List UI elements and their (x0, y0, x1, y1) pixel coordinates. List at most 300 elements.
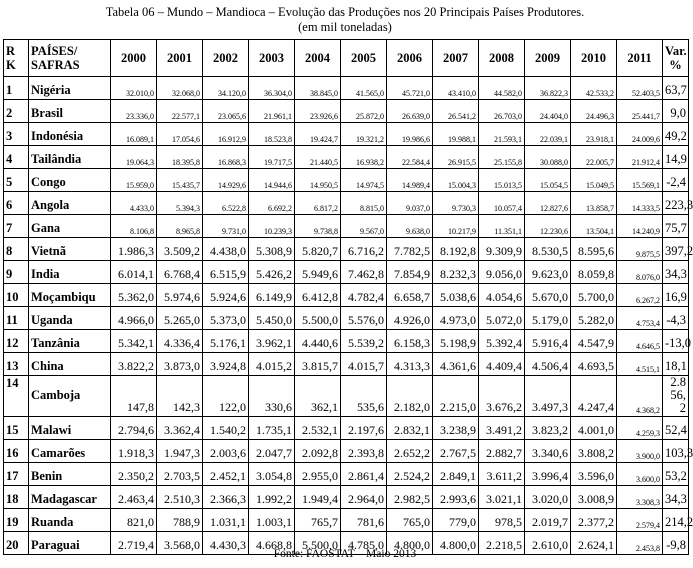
value-cell: 5.426,2 (249, 261, 295, 284)
country-cell: Brasil (29, 100, 111, 123)
value-cell: 6.412,8 (295, 284, 341, 307)
value-cell: 6.692,2 (249, 192, 295, 215)
rank-cell: 5 (4, 169, 29, 192)
value-cell: 43.410,0 (433, 77, 479, 100)
value-cell: 1.540,2 (203, 417, 249, 440)
variation-cell: 63,7 (663, 77, 689, 100)
value-cell: 5.394,3 (157, 192, 203, 215)
value-cell: 10.239,3 (249, 215, 295, 238)
value-cell: 4.336,4 (157, 330, 203, 353)
value-cell: 21.912,4 (617, 146, 663, 169)
value-cell: 4.361,6 (433, 353, 479, 376)
value-cell: 7.782,5 (387, 238, 433, 261)
value-cell: 5.700,0 (571, 284, 617, 307)
value-cell: 4.966,0 (111, 307, 157, 330)
value-cell: 821,0 (111, 509, 157, 532)
value-cell: 19.424,7 (295, 123, 341, 146)
column-header: 2002 (203, 40, 249, 77)
value-cell: 32.010,0 (111, 77, 157, 100)
value-cell: 3.822,2 (111, 353, 157, 376)
value-cell: 5.450,0 (249, 307, 295, 330)
value-cell: 1.735,1 (249, 417, 295, 440)
value-cell: 4.973,0 (433, 307, 479, 330)
column-header: Var. % (663, 40, 689, 77)
value-cell: 5.362,0 (111, 284, 157, 307)
value-cell: 6.658,7 (387, 284, 433, 307)
value-cell: 19.321,2 (341, 123, 387, 146)
variation-cell: 397,2 (663, 238, 689, 261)
value-cell: 7.462,8 (341, 261, 387, 284)
value-cell: 5.500,0 (295, 307, 341, 330)
rank-cell: 18 (4, 486, 29, 509)
variation-cell: -13,0 (663, 330, 689, 353)
rank-cell: 15 (4, 417, 29, 440)
variation-cell: 75,7 (663, 215, 689, 238)
value-cell: 5.373,0 (203, 307, 249, 330)
value-cell: 23.926,6 (295, 100, 341, 123)
value-cell: 21.961,1 (249, 100, 295, 123)
value-cell: 8.059,8 (571, 261, 617, 284)
value-cell: 15.569,1 (617, 169, 663, 192)
header-row (4, 40, 689, 77)
value-cell: 22.039,1 (525, 123, 571, 146)
country-cell: Tailândia (29, 146, 111, 169)
value-cell: 14.974,5 (341, 169, 387, 192)
value-cell: 44.582,0 (479, 77, 525, 100)
rank-cell: 7 (4, 215, 29, 238)
value-cell: 3.600,0 (617, 463, 663, 486)
table-body (4, 77, 693, 555)
value-cell: 4.368,2 (617, 376, 663, 417)
country-cell: Moçambiqu (29, 284, 111, 307)
value-cell: 24.404,0 (525, 100, 571, 123)
value-cell: 3.924,8 (203, 353, 249, 376)
value-cell: 9.730,3 (433, 192, 479, 215)
variation-cell: 16,9 (663, 284, 689, 307)
rank-cell: 16 (4, 440, 29, 463)
value-cell: 1.918,3 (111, 440, 157, 463)
value-cell: 3.491,2 (479, 417, 525, 440)
value-cell: 23.065,6 (203, 100, 249, 123)
variation-cell: 223,3 (663, 192, 689, 215)
value-cell: 4.782,4 (341, 284, 387, 307)
rank-cell: 1 (4, 77, 29, 100)
value-cell: 2.182,0 (387, 376, 433, 417)
table-row (4, 486, 689, 509)
value-cell: 5.308,9 (249, 238, 295, 261)
value-cell: 3.900,0 (617, 440, 663, 463)
country-cell: Camboja (29, 376, 111, 417)
value-cell: 3.497,3 (525, 376, 571, 417)
variation-cell: 18,1 (663, 353, 689, 376)
value-cell: 3.021,1 (479, 486, 525, 509)
value-cell: 12.230,6 (525, 215, 571, 238)
country-cell: China (29, 353, 111, 376)
production-table (3, 39, 693, 555)
value-cell: 4.753,4 (617, 307, 663, 330)
value-cell: 6.267,2 (617, 284, 663, 307)
value-cell: 9.309,9 (479, 238, 525, 261)
table-row (4, 123, 689, 146)
value-cell: 14.950,5 (295, 169, 341, 192)
value-cell: 16.868,3 (203, 146, 249, 169)
variation-cell: 9,0 (663, 100, 689, 123)
value-cell: 1.992,2 (249, 486, 295, 509)
value-cell: 5.500,0 (295, 532, 341, 555)
value-cell: 2.532,1 (295, 417, 341, 440)
value-cell: 18.523,8 (249, 123, 295, 146)
value-cell: 2.624,1 (571, 532, 617, 555)
value-cell: 9.623,0 (525, 261, 571, 284)
value-cell: 26.541,2 (433, 100, 479, 123)
value-cell: 6.768,4 (157, 261, 203, 284)
value-cell: 765,0 (387, 509, 433, 532)
rank-cell: 19 (4, 509, 29, 532)
value-cell: 6.817,2 (295, 192, 341, 215)
value-cell: 5.342,1 (111, 330, 157, 353)
value-cell: 16.938,2 (341, 146, 387, 169)
value-cell: 535,6 (341, 376, 387, 417)
rank-cell: 3 (4, 123, 29, 146)
column-header: 2009 (525, 40, 571, 77)
value-cell: 22.584,4 (387, 146, 433, 169)
value-cell: 3.962,1 (249, 330, 295, 353)
rank-cell: 6 (4, 192, 29, 215)
value-cell: 4.247,4 (571, 376, 617, 417)
rank-cell: 12 (4, 330, 29, 353)
value-cell: 2.882,7 (479, 440, 525, 463)
country-cell: Malawi (29, 417, 111, 440)
value-cell: 8.192,8 (433, 238, 479, 261)
country-cell: Nigéria (29, 77, 111, 100)
value-cell: 2.393,8 (341, 440, 387, 463)
value-cell: 3.020,0 (525, 486, 571, 509)
rank-cell: 14 (4, 376, 29, 417)
value-cell: 19.064,3 (111, 146, 157, 169)
value-cell: 52.403,5 (617, 77, 663, 100)
value-cell: 2.794,6 (111, 417, 157, 440)
value-cell: 2.092,8 (295, 440, 341, 463)
value-cell: 8.595,6 (571, 238, 617, 261)
value-cell: 2.849,1 (433, 463, 479, 486)
value-cell: 34.120,0 (203, 77, 249, 100)
rank-cell: 13 (4, 353, 29, 376)
value-cell: 5.539,2 (341, 330, 387, 353)
value-cell: 4.313,3 (387, 353, 433, 376)
value-cell: 8.965,8 (157, 215, 203, 238)
value-cell: 6.716,2 (341, 238, 387, 261)
rank-cell: 20 (4, 532, 29, 555)
value-cell: 5.924,6 (203, 284, 249, 307)
variation-cell: -2,4 (663, 169, 689, 192)
table-row (4, 215, 689, 238)
rank-cell: 11 (4, 307, 29, 330)
column-header: 2008 (479, 40, 525, 77)
value-cell: 14.240,9 (617, 215, 663, 238)
value-cell: 1.031,1 (203, 509, 249, 532)
value-cell: 11.351,1 (479, 215, 525, 238)
table-row (4, 284, 689, 307)
value-cell: 15.013,5 (479, 169, 525, 192)
country-cell: Gana (29, 215, 111, 238)
value-cell: 4.440,6 (295, 330, 341, 353)
rank-cell: 4 (4, 146, 29, 169)
value-cell: 8.530,5 (525, 238, 571, 261)
value-cell: 4.001,0 (571, 417, 617, 440)
variation-cell: -9,8 (663, 532, 689, 555)
table-row (4, 169, 689, 192)
column-header: 2004 (295, 40, 341, 77)
value-cell: 978,5 (479, 509, 525, 532)
value-cell: 5.576,0 (341, 307, 387, 330)
table-title: Tabela 06 – Mundo – Mandioca – Evolução das Produções nos 20 Principais Países Produtores. (105, 5, 585, 19)
country-cell: Paraguai (29, 532, 111, 555)
table-row (4, 417, 689, 440)
value-cell: 2.197,6 (341, 417, 387, 440)
value-cell: 1.986,3 (111, 238, 157, 261)
value-cell: 5.198,9 (433, 330, 479, 353)
value-cell: 3.054,8 (249, 463, 295, 486)
value-cell: 2.377,2 (571, 509, 617, 532)
column-header: PAÍSES/ SAFRAS (29, 40, 111, 77)
table-row (4, 77, 689, 100)
value-cell: 12.827,6 (525, 192, 571, 215)
value-cell: 17.054,6 (157, 123, 203, 146)
value-cell: 38.845,0 (295, 77, 341, 100)
value-cell: 2.861,4 (341, 463, 387, 486)
value-cell: 5.038,6 (433, 284, 479, 307)
value-cell: 3.808,2 (571, 440, 617, 463)
value-cell: 2.982,5 (387, 486, 433, 509)
value-cell: 14.944,6 (249, 169, 295, 192)
value-cell: 9.567,0 (341, 215, 387, 238)
value-cell: 36.822,3 (525, 77, 571, 100)
table-row (4, 463, 689, 486)
value-cell: 2.215,0 (433, 376, 479, 417)
value-cell: 26.639,0 (387, 100, 433, 123)
value-cell: 2.510,3 (157, 486, 203, 509)
value-cell: 5.176,1 (203, 330, 249, 353)
value-cell: 13.504,1 (571, 215, 617, 238)
value-cell: 13.858,7 (571, 192, 617, 215)
value-cell: 4.547,9 (571, 330, 617, 353)
table-row (4, 307, 689, 330)
table-subtitle: (em mil toneladas) (298, 20, 392, 34)
table-row (4, 376, 689, 417)
column-header: 2011 (617, 40, 663, 77)
table-row (4, 261, 689, 284)
value-cell: 2.452,1 (203, 463, 249, 486)
value-cell: 4.800,0 (387, 532, 433, 555)
value-cell: 2.610,0 (525, 532, 571, 555)
rank-cell: 8 (4, 238, 29, 261)
country-cell: India (29, 261, 111, 284)
value-cell: 45.721,0 (387, 77, 433, 100)
value-cell: 8.076,0 (617, 261, 663, 284)
value-cell: 2.767,5 (433, 440, 479, 463)
country-cell: Uganda (29, 307, 111, 330)
value-cell: 3.340,6 (525, 440, 571, 463)
value-cell: 4.785,0 (341, 532, 387, 555)
column-header: 2001 (157, 40, 203, 77)
variation-cell: -4,3 (663, 307, 689, 330)
country-cell: Vietnã (29, 238, 111, 261)
value-cell: 9.638,0 (387, 215, 433, 238)
country-cell: Benin (29, 463, 111, 486)
value-cell: 3.815,7 (295, 353, 341, 376)
value-cell: 9.037,0 (387, 192, 433, 215)
value-cell: 2.366,3 (203, 486, 249, 509)
value-cell: 4.259,3 (617, 417, 663, 440)
table-row (4, 440, 689, 463)
value-cell: 4.430,3 (203, 532, 249, 555)
value-cell: 18.395,8 (157, 146, 203, 169)
value-cell: 4.015,2 (249, 353, 295, 376)
country-cell: Tanzânia (29, 330, 111, 353)
value-cell: 15.435,7 (157, 169, 203, 192)
value-cell: 5.179,0 (525, 307, 571, 330)
value-cell: 2.019,7 (525, 509, 571, 532)
value-cell: 4.668,8 (249, 532, 295, 555)
value-cell: 22.577,1 (157, 100, 203, 123)
table-row (4, 100, 689, 123)
variation-cell: 2.856,2 (663, 376, 689, 417)
value-cell: 41.565,0 (341, 77, 387, 100)
variation-cell: 214,2 (663, 509, 689, 532)
value-cell: 16.912,9 (203, 123, 249, 146)
value-cell: 4.438,0 (203, 238, 249, 261)
value-cell: 2.003,6 (203, 440, 249, 463)
value-cell: 2.964,0 (341, 486, 387, 509)
value-cell: 3.823,2 (525, 417, 571, 440)
value-cell: 2.703,5 (157, 463, 203, 486)
table-row (4, 330, 689, 353)
column-header: 2007 (433, 40, 479, 77)
column-header: 2000 (111, 40, 157, 77)
value-cell: 4.409,4 (479, 353, 525, 376)
value-cell: 788,9 (157, 509, 203, 532)
source-footer: Fonte: FAOSTAT – Maio 2013 (273, 548, 417, 560)
value-cell: 8.232,3 (433, 261, 479, 284)
value-cell: 5.916,4 (525, 330, 571, 353)
value-cell: 3.873,0 (157, 353, 203, 376)
value-cell: 4.433,0 (111, 192, 157, 215)
value-cell: 5.282,0 (571, 307, 617, 330)
value-cell: 19.986,6 (387, 123, 433, 146)
rank-cell: 2 (4, 100, 29, 123)
value-cell: 5.974,6 (157, 284, 203, 307)
country-cell: Indonésia (29, 123, 111, 146)
value-cell: 36.304,0 (249, 77, 295, 100)
value-cell: 2.993,6 (433, 486, 479, 509)
variation-cell: 53,2 (663, 463, 689, 486)
value-cell: 2.047,7 (249, 440, 295, 463)
value-cell: 15.004,3 (433, 169, 479, 192)
column-header: 2003 (249, 40, 295, 77)
value-cell: 25.872,0 (341, 100, 387, 123)
value-cell: 362,1 (295, 376, 341, 417)
value-cell: 14.989,4 (387, 169, 433, 192)
column-header: 2010 (571, 40, 617, 77)
value-cell: 10.057,4 (479, 192, 525, 215)
value-cell: 5.265,0 (157, 307, 203, 330)
value-cell: 4.054,6 (479, 284, 525, 307)
value-cell: 14.333,5 (617, 192, 663, 215)
value-cell: 4.015,7 (341, 353, 387, 376)
country-cell: Madagascar (29, 486, 111, 509)
value-cell: 7.854,9 (387, 261, 433, 284)
value-cell: 2.524,2 (387, 463, 433, 486)
rank-cell: 10 (4, 284, 29, 307)
value-cell: 4.515,1 (617, 353, 663, 376)
value-cell: 10.217,9 (433, 215, 479, 238)
value-cell: 781,6 (341, 509, 387, 532)
value-cell: 4.506,4 (525, 353, 571, 376)
value-cell: 1.003,1 (249, 509, 295, 532)
value-cell: 3.596,0 (571, 463, 617, 486)
value-cell: 32.068,0 (157, 77, 203, 100)
value-cell: 5.949,6 (295, 261, 341, 284)
value-cell: 2.719,4 (111, 532, 157, 555)
rank-cell: 9 (4, 261, 29, 284)
value-cell: 3.308,3 (617, 486, 663, 509)
value-cell: 3.611,2 (479, 463, 525, 486)
variation-cell: 103,3 (663, 440, 689, 463)
value-cell: 15.054,5 (525, 169, 571, 192)
value-cell: 3.008,9 (571, 486, 617, 509)
variation-cell: 49,2 (663, 123, 689, 146)
value-cell: 6.158,3 (387, 330, 433, 353)
value-cell: 22.005,7 (571, 146, 617, 169)
value-cell: 23.918,1 (571, 123, 617, 146)
value-cell: 9.738,8 (295, 215, 341, 238)
value-cell: 4.926,0 (387, 307, 433, 330)
value-cell: 2.218,5 (479, 532, 525, 555)
rank-cell: 17 (4, 463, 29, 486)
column-header: 2005 (341, 40, 387, 77)
value-cell: 26.915,5 (433, 146, 479, 169)
value-cell: 25.155,8 (479, 146, 525, 169)
value-cell: 5.820,7 (295, 238, 341, 261)
country-cell: Angola (29, 192, 111, 215)
value-cell: 147,8 (111, 376, 157, 417)
variation-cell: 34,3 (663, 486, 689, 509)
value-cell: 21.593,1 (479, 123, 525, 146)
value-cell: 765,7 (295, 509, 341, 532)
value-cell: 142,3 (157, 376, 203, 417)
value-cell: 8.815,0 (341, 192, 387, 215)
value-cell: 2.955,0 (295, 463, 341, 486)
variation-cell: 14,9 (663, 146, 689, 169)
value-cell: 779,0 (433, 509, 479, 532)
value-cell: 5.670,0 (525, 284, 571, 307)
value-cell: 2.832,1 (387, 417, 433, 440)
value-cell: 4.693,5 (571, 353, 617, 376)
variation-cell: 34,3 (663, 261, 689, 284)
value-cell: 1.949,4 (295, 486, 341, 509)
value-cell: 14.929,6 (203, 169, 249, 192)
value-cell: 21.440,5 (295, 146, 341, 169)
variation-cell: 52,4 (663, 417, 689, 440)
value-cell: 3.238,9 (433, 417, 479, 440)
value-cell: 42.533,2 (571, 77, 617, 100)
table-row (4, 353, 689, 376)
country-cell: Ruanda (29, 509, 111, 532)
value-cell: 2.453,8 (617, 532, 663, 555)
table-row (4, 146, 689, 169)
country-cell: Camarões (29, 440, 111, 463)
table-row (4, 192, 689, 215)
